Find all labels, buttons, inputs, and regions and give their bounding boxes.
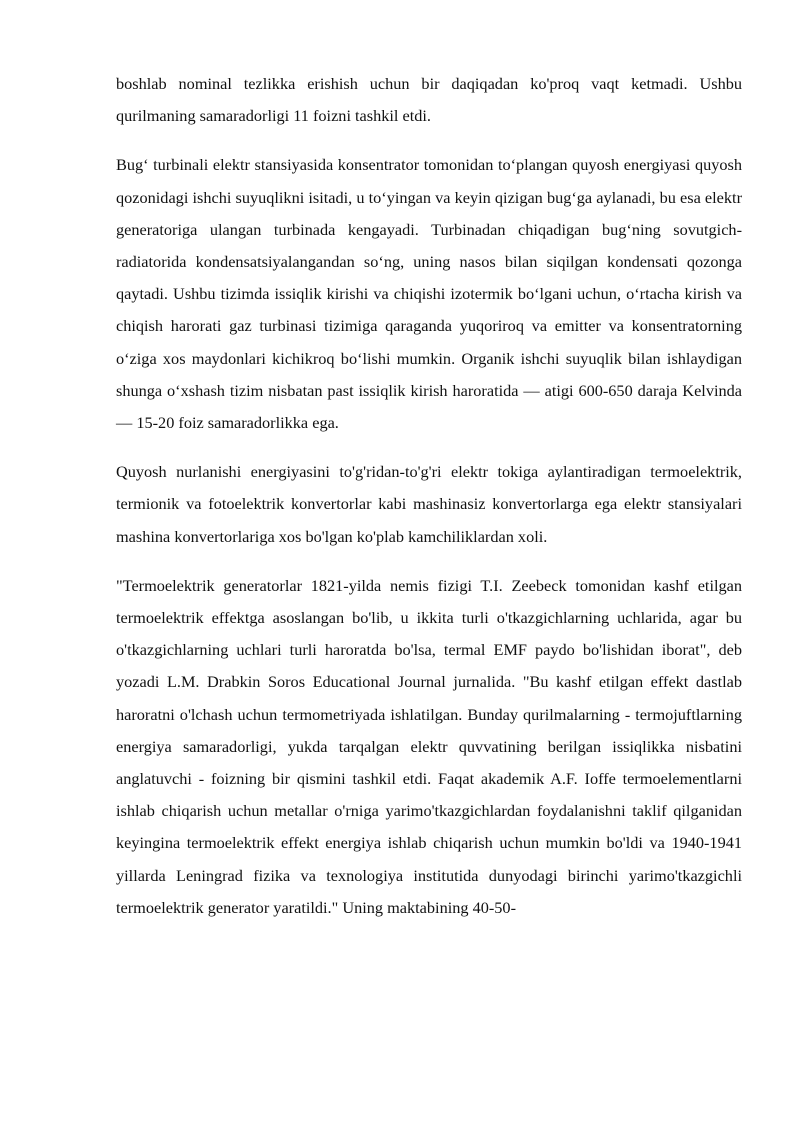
paragraph-machineless-converters: Quyosh nurlanishi energiyasini to'g'ridan-to'g'ri elektr tokiga aylantiradigan termoelektrik, termionik va fotoelektrik konvertorlar kabi mashinasiz konvertorlarga ega elektr stansiyalari mashina konvertorlariga xos bo'lgan ko'plab kamchiliklardan xoli. [116, 462, 742, 546]
paragraph-continuation: boshlab nominal tezlikka erishish uchun bir daqiqadan ko'proq vaqt ketmadi. Ushbu qurilmaning samaradorligi 11 foizni tashkil etdi. [116, 74, 742, 126]
document-page [116, 68, 742, 941]
paragraph-steam-turbine: Bug‘ turbinali elektr stansiyasida konsentrator tomonidan to‘plangan quyosh energiyasi quyosh qozonidagi ishchi suyuqlikni isitadi, u to‘yingan va keyin qizigan bug‘ga aylanadi, bu esa elektr generatoriga ulangan turbinada kengayadi. Turbinadan chiqadigan bug‘ning sovutgich-radiatorida kondensatsiyalangandan so‘ng, uning nasos bilan siqilgan kondensati qozonga qaytadi. Ushbu tizimda issiqlik kirishi va chiqishi izotermik bo‘lgani uchun, o‘rtacha kirish va chiqish harorati gaz turbinasi tizimiga qaraganda yuqoriroq va emitter va konsentratorning o‘ziga xos maydonlari kichikroq bo‘lishi mumkin. Organik ishchi suyuqlik bilan ishlaydigan shunga o‘xshash tizim nisbatan past issiqlik kirish haroratida — atigi 600-650 daraja Kelvinda — 15-20 foiz samaradorlikka ega. [116, 155, 742, 433]
paragraph-thermoelectric-generators: "Termoelektrik generatorlar 1821-yilda nemis fizigi T.I. Zeebeck tomonidan kashf etilgan termoelektrik effektga asoslangan bo'lib, u ikkita turli o'tkazgichlarning uchlarida, agar bu o'tkazgichlarning uchlari turli haroratda bo'lsa, termal EMF paydo bo'lishidan iborat", deb yozadi L.M. Drabkin Soros Educational Journal jurnalida. "Bu kashf etilgan effekt dastlab haroratni o'lchash uchun termometriyada ishlatilgan. Bunday qurilmalarning - termojuftlarning energiya samaradorligi, yukda tarqalgan elektr quvvatining berilgan issiqlikka nisbatini anglatuvchi - foizning bir qismini tashkil etdi. Faqat akademik A.F. Ioffe termoelementlarni ishlab chiqarish uchun metallar o'rniga yarimo'tkazgichlardan foydalanishni taklif qilganidan keyingina termoelektrik effekt energiya ishlab chiqarish uchun mumkin bo'ldi va 1940-1941 yillarda Leningrad fizika va texnologiya institutida dunyodagi birinchi yarimo'tkazgichli termoelektrik generator yaratildi." Uning maktabining 40-50- [116, 575, 742, 917]
